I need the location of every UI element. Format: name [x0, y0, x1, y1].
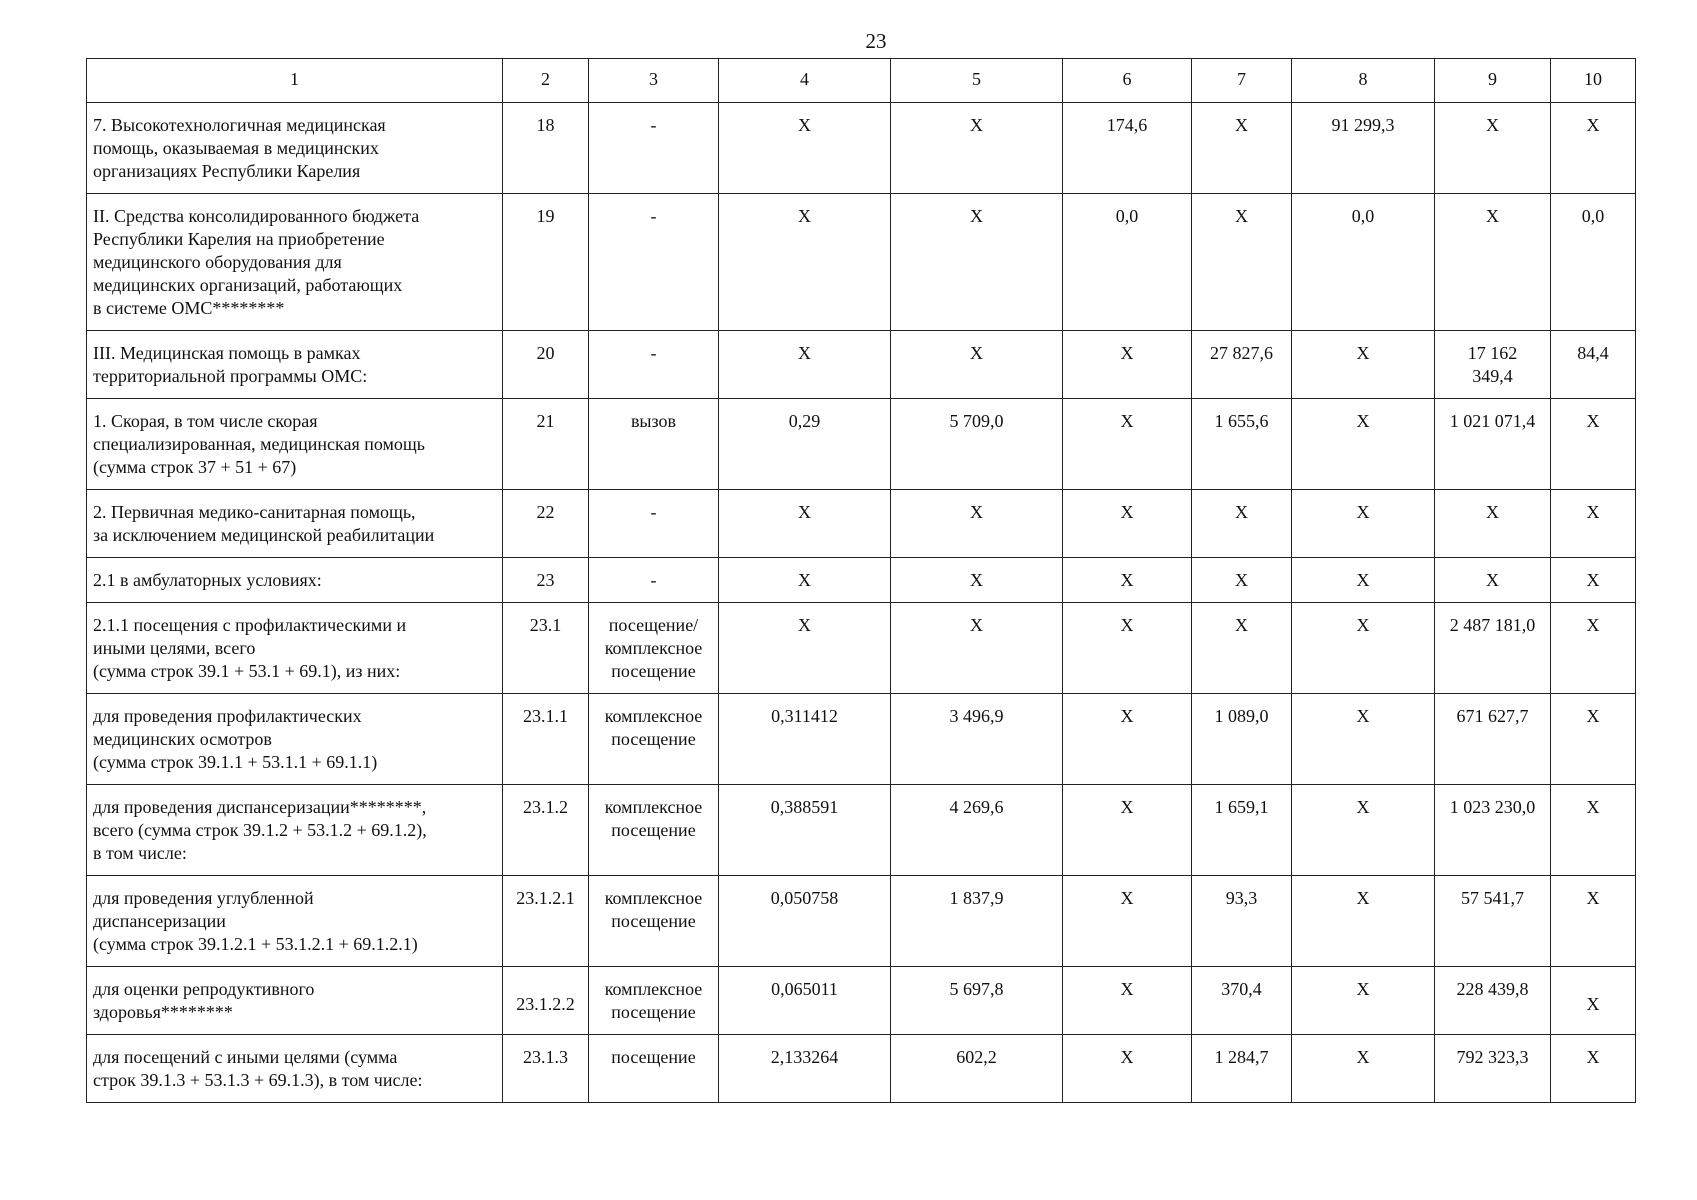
- cell-col8: Х: [1292, 603, 1435, 694]
- cell-col5: 602,2: [891, 1035, 1063, 1103]
- cell-col10: Х: [1551, 603, 1636, 694]
- cell-col8: Х: [1292, 399, 1435, 490]
- table-row: [87, 103, 1636, 194]
- cell-col8: Х: [1292, 694, 1435, 785]
- row-name: 1. Скорая, в том числе скорая специализированная, медицинская помощь (сумма строк 37 + 51 + 67): [87, 399, 503, 490]
- row-line-number: 20: [503, 331, 589, 399]
- cell-col6: Х: [1063, 558, 1192, 603]
- cell-col8: Х: [1292, 967, 1435, 1035]
- cell-col7: Х: [1192, 558, 1292, 603]
- cell-col4: Х: [719, 194, 891, 331]
- table-row: [87, 1035, 1636, 1103]
- cell-col7: 1 284,7: [1192, 1035, 1292, 1103]
- column-header: 9: [1435, 59, 1551, 103]
- table-row: [87, 331, 1636, 399]
- row-unit: посещение: [589, 1035, 719, 1103]
- cell-col6: Х: [1063, 967, 1192, 1035]
- row-unit: комплексное посещение: [589, 785, 719, 876]
- table-row: [87, 399, 1636, 490]
- row-name: для проведения углубленной диспансеризации (сумма строк 39.1.2.1 + 53.1.2.1 + 69.1.2.1): [87, 876, 503, 967]
- cell-col9: 1 021 071,4: [1435, 399, 1551, 490]
- cell-col10: Х: [1551, 490, 1636, 558]
- cell-col10: 84,4: [1551, 331, 1636, 399]
- cell-col4: 0,065011: [719, 967, 891, 1035]
- row-name: для посещений с иными целями (сумма строк 39.1.3 + 53.1.3 + 69.1.3), в том числе:: [87, 1035, 503, 1103]
- row-name: для проведения диспансеризации********, всего (сумма строк 39.1.2 + 53.1.2 + 69.1.2), в том числе:: [87, 785, 503, 876]
- cell-col4: 0,050758: [719, 876, 891, 967]
- cell-col5: 3 496,9: [891, 694, 1063, 785]
- cell-col7: 1 089,0: [1192, 694, 1292, 785]
- cell-col10: Х: [1551, 694, 1636, 785]
- cell-col7: 1 659,1: [1192, 785, 1292, 876]
- cell-col4: 0,29: [719, 399, 891, 490]
- cell-col9: Х: [1435, 103, 1551, 194]
- cell-col8: Х: [1292, 785, 1435, 876]
- cell-col9: 228 439,8: [1435, 967, 1551, 1035]
- table-row: [87, 603, 1636, 694]
- cell-col9: Х: [1435, 558, 1551, 603]
- cell-col9: 57 541,7: [1435, 876, 1551, 967]
- row-line-number: 18: [503, 103, 589, 194]
- column-header: 8: [1292, 59, 1435, 103]
- cell-col9: 671 627,7: [1435, 694, 1551, 785]
- row-unit: -: [589, 194, 719, 331]
- cell-col8: Х: [1292, 1035, 1435, 1103]
- cell-col10: Х: [1551, 399, 1636, 490]
- column-header: 1: [87, 59, 503, 103]
- column-header: 10: [1551, 59, 1636, 103]
- cell-col9: 1 023 230,0: [1435, 785, 1551, 876]
- cell-col7: Х: [1192, 103, 1292, 194]
- cell-col9: Х: [1435, 194, 1551, 331]
- cell-col4: Х: [719, 103, 891, 194]
- cell-col6: Х: [1063, 603, 1192, 694]
- cell-col7: 27 827,6: [1192, 331, 1292, 399]
- cell-col9: 2 487 181,0: [1435, 603, 1551, 694]
- cell-col6: Х: [1063, 785, 1192, 876]
- cell-col10: Х: [1551, 785, 1636, 876]
- row-line-number: 23.1.1: [503, 694, 589, 785]
- row-unit: вызов: [589, 399, 719, 490]
- row-line-number: 23.1.3: [503, 1035, 589, 1103]
- row-line-number: 22: [503, 490, 589, 558]
- row-unit: -: [589, 490, 719, 558]
- row-name: 7. Высокотехнологичная медицинская помощь, оказываемая в медицинских организациях Республики Карелия: [87, 103, 503, 194]
- cell-col9: 792 323,3: [1435, 1035, 1551, 1103]
- row-unit: -: [589, 103, 719, 194]
- cell-col8: 0,0: [1292, 194, 1435, 331]
- cell-col6: 174,6: [1063, 103, 1192, 194]
- cell-col5: 4 269,6: [891, 785, 1063, 876]
- row-line-number: 21: [503, 399, 589, 490]
- cell-col5: Х: [891, 331, 1063, 399]
- cell-col6: 0,0: [1063, 194, 1192, 331]
- cell-col5: 1 837,9: [891, 876, 1063, 967]
- page-number: 23: [865, 29, 887, 53]
- table-row: [87, 490, 1636, 558]
- cell-col8: Х: [1292, 558, 1435, 603]
- row-name: 2. Первичная медико-санитарная помощь, за исключением медицинской реабилитации: [87, 490, 503, 558]
- row-name: 2.1.1 посещения с профилактическими и иными целями, всего (сумма строк 39.1 + 53.1 + 69.1), из них:: [87, 603, 503, 694]
- row-unit: посещение/ комплексное посещение: [589, 603, 719, 694]
- cell-col5: Х: [891, 194, 1063, 331]
- cell-col4: Х: [719, 603, 891, 694]
- column-header: 7: [1192, 59, 1292, 103]
- cell-col5: 5 697,8: [891, 967, 1063, 1035]
- cell-col5: Х: [891, 603, 1063, 694]
- column-header: 6: [1063, 59, 1192, 103]
- row-unit: комплексное посещение: [589, 876, 719, 967]
- cell-col9: 17 162 349,4: [1435, 331, 1551, 399]
- cell-col10: Х: [1551, 876, 1636, 967]
- row-line-number: 23.1.2: [503, 785, 589, 876]
- cell-col10: Х: [1551, 1035, 1636, 1103]
- table-row: [87, 694, 1636, 785]
- cell-col6: Х: [1063, 399, 1192, 490]
- row-line-number: 23.1.2.1: [503, 876, 589, 967]
- cell-col7: Х: [1192, 603, 1292, 694]
- row-line-number: 23: [503, 558, 589, 603]
- cell-col8: Х: [1292, 876, 1435, 967]
- row-name: для оценки репродуктивного здоровья********: [87, 967, 503, 1035]
- header-row: [87, 59, 1636, 103]
- cell-col4: Х: [719, 490, 891, 558]
- table-row: [87, 558, 1636, 603]
- cell-col9: Х: [1435, 490, 1551, 558]
- row-line-number: 23.1.2.2: [503, 967, 589, 1035]
- cell-col5: 5 709,0: [891, 399, 1063, 490]
- cell-col4: 0,388591: [719, 785, 891, 876]
- cell-col6: Х: [1063, 490, 1192, 558]
- column-header: 4: [719, 59, 891, 103]
- row-unit: комплексное посещение: [589, 694, 719, 785]
- row-line-number: 23.1: [503, 603, 589, 694]
- table-row: [87, 194, 1636, 331]
- cell-col7: Х: [1192, 490, 1292, 558]
- cell-col10: Х: [1551, 558, 1636, 603]
- cell-col10: 0,0: [1551, 194, 1636, 331]
- column-header: 3: [589, 59, 719, 103]
- cell-col10: Х: [1551, 103, 1636, 194]
- cell-col4: 0,311412: [719, 694, 891, 785]
- row-name: 2.1 в амбулаторных условиях:: [87, 558, 503, 603]
- table-row: [87, 876, 1636, 967]
- row-unit: комплексное посещение: [589, 967, 719, 1035]
- row-name: для проведения профилактических медицинских осмотров (сумма строк 39.1.1 + 53.1.1 + 69.1.1): [87, 694, 503, 785]
- cell-col10: Х: [1551, 967, 1636, 1035]
- cell-col5: Х: [891, 490, 1063, 558]
- cell-col6: Х: [1063, 694, 1192, 785]
- cell-col6: Х: [1063, 331, 1192, 399]
- cell-col8: 91 299,3: [1292, 103, 1435, 194]
- cell-col7: 370,4: [1192, 967, 1292, 1035]
- row-unit: -: [589, 558, 719, 603]
- cell-col5: Х: [891, 558, 1063, 603]
- row-name: II. Средства консолидированного бюджета Республики Карелия на приобретение медицинского оборудования для медицинских организаций, работающих в системе ОМС********: [87, 194, 503, 331]
- table-row: [87, 785, 1636, 876]
- row-line-number: 19: [503, 194, 589, 331]
- data-table: [86, 58, 1636, 1103]
- cell-col7: 93,3: [1192, 876, 1292, 967]
- column-header: 5: [891, 59, 1063, 103]
- row-unit: -: [589, 331, 719, 399]
- cell-col7: 1 655,6: [1192, 399, 1292, 490]
- cell-col6: Х: [1063, 1035, 1192, 1103]
- cell-col4: 2,133264: [719, 1035, 891, 1103]
- cell-col7: Х: [1192, 194, 1292, 331]
- cell-col5: Х: [891, 103, 1063, 194]
- table-row: [87, 967, 1636, 1035]
- column-header: 2: [503, 59, 589, 103]
- cell-col4: Х: [719, 331, 891, 399]
- row-name: III. Медицинская помощь в рамках территориальной программы ОМС:: [87, 331, 503, 399]
- cell-col6: Х: [1063, 876, 1192, 967]
- cell-col8: Х: [1292, 490, 1435, 558]
- cell-col8: Х: [1292, 331, 1435, 399]
- cell-col4: Х: [719, 558, 891, 603]
